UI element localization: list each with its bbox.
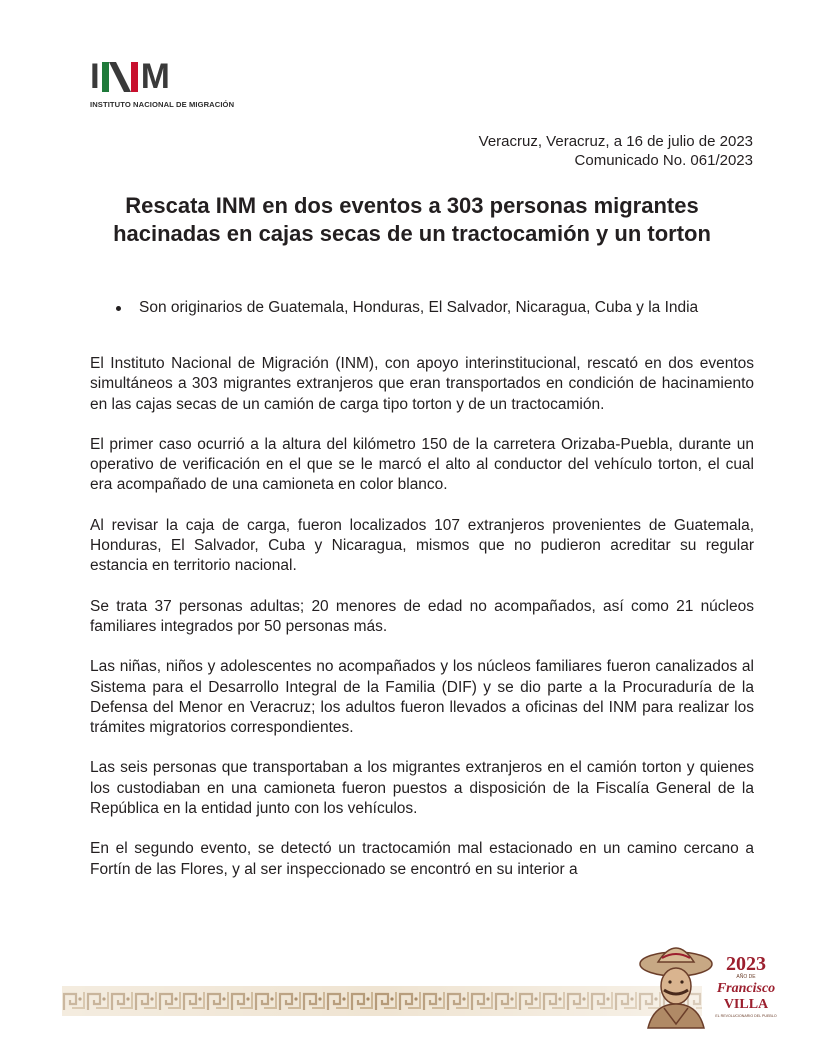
paragraph: El primer caso ocurrió a la altura del kilómetro 150 de la carretera Orizaba-Puebla, durante un operativo de verificación en el que se le marcó el alto al conductor del vehículo torton, el cual era acompañado de una camioneta en color blanco. [90,435,754,494]
paragraph: Al revisar la caja de carga, fueron localizados 107 extranjeros provenientes de Guatemala, Honduras, El Salvador, Cuba y Nicaragua, mismos que no pudieron acreditar su regular estancia en territorio nacional. [90,516,754,575]
footer-pattern-band [62,986,702,1016]
bullet-dot-icon [116,306,121,311]
bullet-item [113,298,753,318]
paragraph: En el segundo evento, se detectó un tractocamión mal estacionado en un camino cercano a Fortín de las Flores, y al ser inspeccionado se encontró en su interior a [90,840,754,878]
place-date: Veracruz, Veracruz, a 16 de julio de 2023 [478,133,753,150]
release-header [479,132,753,170]
paragraph: Las seis personas que transportaban a los migrantes extranjeros en el camión torton y quienes los custodiaban en una camioneta fueron puestos a disposición de la Fiscalía General de la República en la entidad junto con los vehículos. [90,759,754,818]
summary-bullets [113,298,753,318]
logo-org-name: INSTITUTO NACIONAL DE MIGRACIÓN [90,100,235,109]
release-number: Comunicado No. 061/2023 [574,152,753,169]
emblem-first-name: Francisco [716,981,776,996]
francisco-villa-emblem [634,938,784,1030]
flag-n-icon [100,61,140,93]
emblem-tagline: EL REVOLUCIONARIO DEL PUEBLO [715,1014,777,1018]
page-title: Rescata INM en dos eventos a 303 personas migrantes hacinadas en cajas secas de un tractocamión y un torton [113,193,711,246]
paragraph: El Instituto Nacional de Migración (INM), con apoyo interinstitucional, rescató en dos eventos simultáneos a 303 migrantes extranjeros que eran transportados en condición de hacinamiento en las cajas secas de un camión de carga tipo torton y de un tractocamión. [90,355,754,413]
logo-letter-m: M [140,57,169,96]
paragraph: Se trata 37 personas adultas; 20 menores de edad no acompañados, así como 21 núcleos familiares integrados por 50 personas más. [90,597,754,635]
article-body [90,354,754,900]
logo-mark [90,57,270,96]
paragraph: Las niñas, niños y adolescentes no acompañados y los núcleos familiares fueron canalizados al Sistema para el Desarrollo Integral de la Familia (DIF) y se dio parte a la Procuraduría de la Defensa del Menor en Veracruz; los adultos fueron llevados a oficinas del INM para realizar los trámites migratorios correspondientes. [90,658,754,737]
emblem-year: 2023 [726,953,766,975]
bullet-text: Son originarios de Guatemala, Honduras, El Salvador, Nicaragua, Cuba y la India [139,299,699,316]
emblem-last-name: VILLA [723,997,769,1012]
inm-logo [90,57,270,109]
logo-letter-i: I [90,57,99,96]
emblem-year-small: AÑO DE [736,974,756,980]
